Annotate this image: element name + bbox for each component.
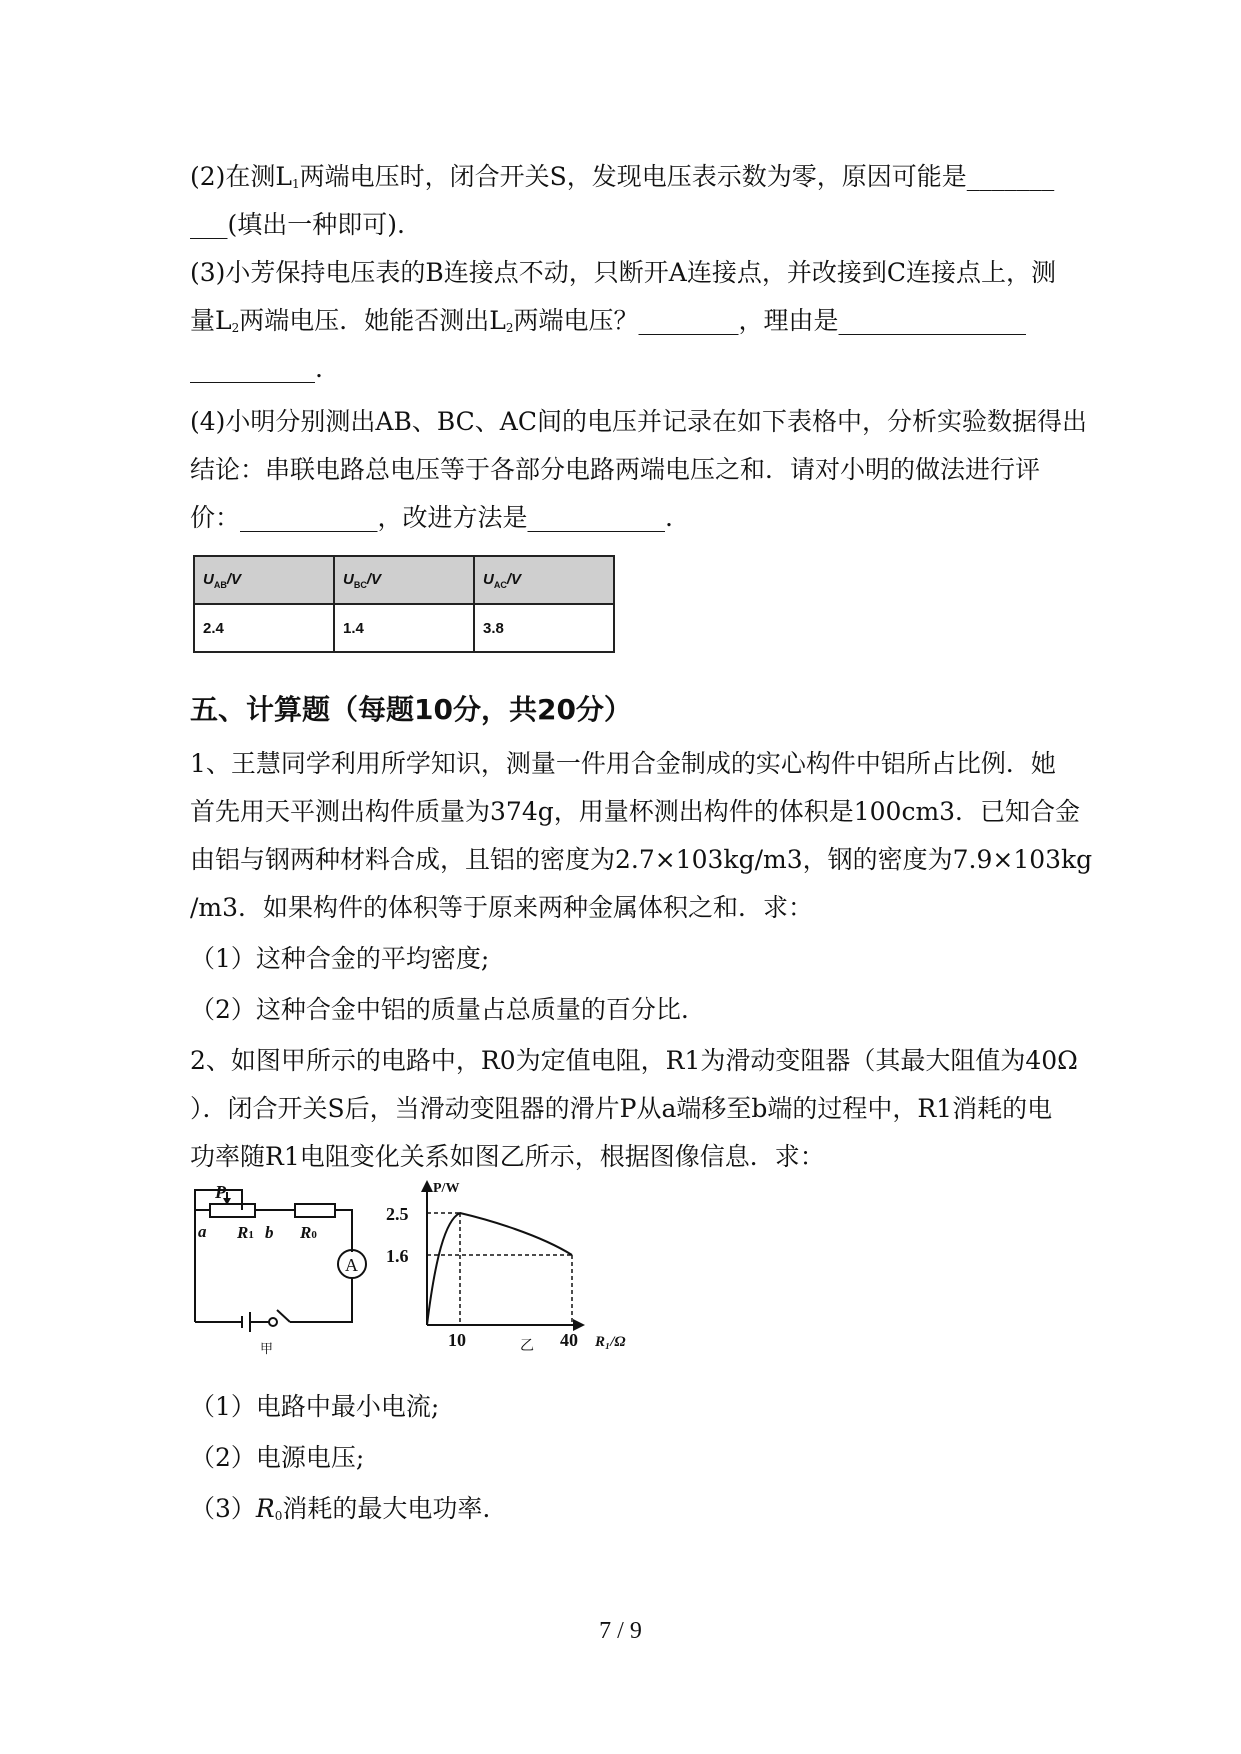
q2-line2: ）．闭合开关S后，当滑动变阻器的滑片P从a端移至b端的过程中，R1消耗的电	[190, 1094, 1053, 1123]
label-p: P	[215, 1182, 226, 1202]
q4-part2-line1: (2)在测$L_1$两端电压时，闭合开关S，发现电压表示数为零，原因可能是_______	[190, 162, 1055, 191]
label-a: a	[198, 1222, 207, 1241]
y-axis-arrow-icon	[421, 1180, 433, 1192]
table-row	[194, 604, 614, 652]
q4-part4-line1: (4)小明分别测出AB、BC、AC间的电压并记录在如下表格中，分析实验数据得出	[190, 407, 1087, 436]
q2-sub3: $(3)R_0$消耗的最大电功率.	[190, 1494, 491, 1523]
circuit-graph-figure	[190, 1180, 660, 1375]
q2-line1: 2、如图甲所示的电路中，R0为定值电阻，R1为滑动变阻器（其最大阻值为40Ω	[190, 1046, 1078, 1075]
label-b: b	[265, 1223, 274, 1242]
q4-part4-line2: 结论：串联电路总电压等于各部分电路两端电压之和．请对小明的做法进行评	[190, 455, 1041, 484]
resistor-r1	[210, 1204, 255, 1217]
graph-caption: 乙	[520, 1339, 534, 1354]
q4-part3-line1: (3)小芳保持电压表的B连接点不动，只断开A连接点，并改接到C连接点上，测	[190, 258, 1056, 287]
q1-line1: 1、王慧同学利用所学知识，测量一件用合金制成的实心构件中铝所占比例．她	[190, 749, 1056, 778]
table-cell-ubc: 1.4	[334, 604, 474, 652]
q4-part3-line3: __________.	[190, 354, 323, 383]
x-tick-40: 40	[560, 1330, 578, 1350]
q1-sub2: （2）这种合金中铝的质量占总质量的百分比.	[190, 995, 689, 1024]
section-heading: 五、计算题（每题10分，共20分）	[190, 693, 632, 726]
q1-line4: /m3．如果构件的体积等于原来两种金属体积之和．求：	[190, 893, 814, 922]
y-tick-2.5: 2.5	[386, 1204, 409, 1224]
circuit-caption: 甲	[260, 1341, 274, 1356]
resistor-r0	[295, 1204, 335, 1217]
table-header-uab: $U_{AB}/V$	[194, 556, 334, 604]
table-cell-uac: 3.8	[474, 604, 614, 652]
x-tick-10: 10	[448, 1330, 466, 1350]
q1-line3: 由铝与钢两种材料合成，且铝的密度为2.7×103kg/m3，钢的密度为7.9×103kg	[190, 845, 1093, 874]
table-cell-uab: 2.4	[194, 604, 334, 652]
table-header-row	[194, 556, 614, 604]
q1-line2: 首先用天平测出构件质量为374g，用量杯测出构件的体积是100cm3．已知合金	[190, 797, 1081, 826]
q4-part4-line3: 价：___________，改进方法是___________.	[190, 503, 673, 532]
graph-xlabel: R₁/Ω	[595, 1334, 626, 1350]
power-curve	[427, 1213, 572, 1325]
voltage-table	[193, 555, 615, 653]
switch-icon	[277, 1310, 290, 1322]
power-graph	[427, 1185, 573, 1325]
q2-sub1: （1）电路中最小电流;	[190, 1392, 440, 1421]
table-header-ubc: $U_{BC}/V$	[334, 556, 474, 604]
q4-part2-line2: ___(填出一种即可).	[190, 210, 405, 239]
label-r1: R1	[237, 1223, 254, 1242]
q4-part3-line2: 量$L_2$两端电压．她能否测出$L_2$两端电压？________，理由是_______________	[190, 306, 1027, 335]
y-tick-1.6: 1.6	[386, 1246, 409, 1266]
circuit-diagram	[195, 1190, 366, 1332]
table-header-uac: $U_{AC}/V$	[474, 556, 614, 604]
q1-sub1: （1）这种合金的平均密度;	[190, 944, 490, 973]
label-r0: R0	[300, 1223, 317, 1242]
ammeter-label: A	[345, 1255, 358, 1275]
q2-sub2: （2）电源电压;	[190, 1443, 365, 1472]
graph-ylabel: P/W	[433, 1181, 460, 1196]
page-number: 7 / 9	[599, 1618, 642, 1644]
q2-line3: 功率随R1电阻变化关系如图乙所示，根据图像信息．求：	[190, 1142, 825, 1171]
